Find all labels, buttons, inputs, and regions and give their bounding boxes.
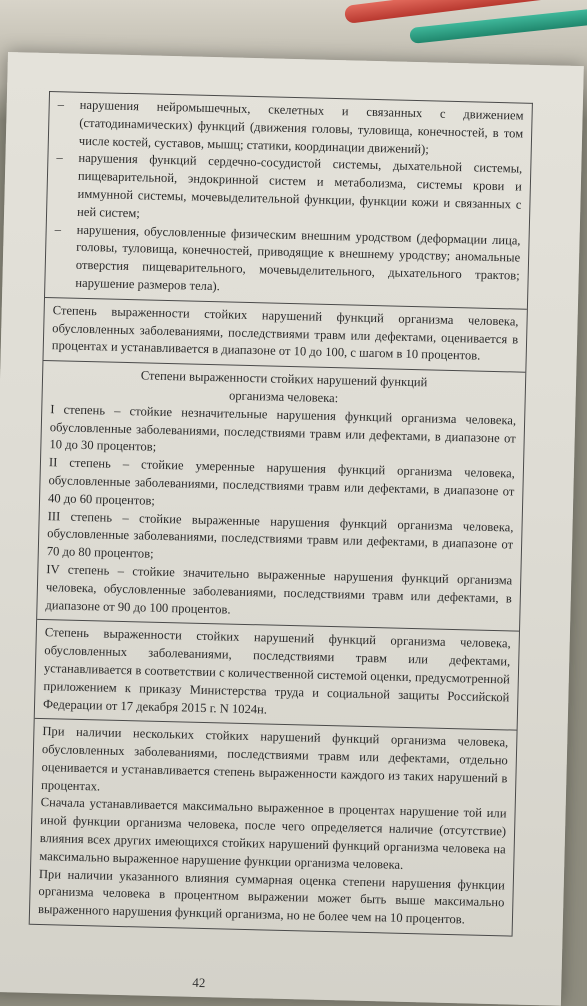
list-item: [56, 150, 523, 232]
degree-1-text: I степень – стойкие незначительные нарушения функций организма человека, обусловленные заболеваниями, последствиями травм или дефектами, в диапазоне от 10 до 30 процентов;: [49, 401, 517, 455]
order-reference-text: Степень выраженности стойких нарушений функций организма человека, обусловленных заболеваниями, последствиями травм или дефектами, устанавливается в соответствии с количественной системой оценки, предусмотренной приложением к приказу Министерства труда и социальной защиты Российской Федерации от 17 декабря 2015 г. N 1024н.: [42, 625, 511, 717]
degrees-heading-line1: Степени выраженности стойких нарушений функций: [140, 368, 428, 390]
multiple-impairments-para-1: При наличии нескольких стойких нарушений функций организма человека, обусловленных заболеваниями, последствиями травм или дефектами, отдельно оценивается и устанавливается степень выраженности каждого из таких нарушений в процентах.: [40, 724, 509, 794]
list-item-text: нарушения функций сердечно-сосудистой системы, дыхательной системы, пищеварительной, эндокринной систем и метаболизма, системы крови и иммунной системы, мочевыделительной функции, функции кожи и связанных с ней систем;: [76, 151, 523, 221]
degrees-cell: [37, 361, 525, 632]
degrees-heading-line2: организма человека:: [228, 388, 339, 406]
list-dash: –: [54, 221, 62, 236]
multiple-impairments-para-3: При наличии указанного влияния суммарная оценка степени нарушения функции организма человека в процентном выражении может быть выше максимально выраженного нарушения функций организма, но не более чем на 10 процентов.: [37, 866, 505, 927]
degree-assessment-text: Степень выраженности стойких нарушений функций организма человека, обусловленных заболеваниями, последствиями травм или дефектами, оценивается в процентах и устанавливается в диапазоне от 10 до 100, с шагом в 10 процентов.: [51, 302, 519, 363]
degree-4-text: IV степень – стойкие значительно выраженные нарушения функций организма человека, обусловленные заболеваниями, последствиями травм или дефектами, в диапазоне от 90 до 100 процентов.: [45, 562, 513, 617]
list-dash: –: [57, 97, 65, 112]
list-dash: –: [56, 150, 63, 165]
list-item-text: нарушения нейромышечных, скелетных и связанных с движением (статодинамических) функций (движения головы, туловища, конечностей, в том числе костей, суставов, мышц; статики, координации движений);: [78, 97, 524, 156]
degree-3-text: III степень – стойкие выраженные нарушения функций организма человека, обусловленные заболеваниями, последствиями травм или дефектами, в диапазоне от 70 до 80 процентов;: [46, 508, 514, 561]
order-reference-cell: [35, 620, 519, 731]
list-item-text: нарушения, обусловленные физическим внешним уродством (деформации лица, головы, туловища, конечностей, приводящие к внешнему уродству; аномальные отверстия пищеварительного, мочевыделительного, дыхательного трактов; нарушение размеров тела).: [75, 222, 521, 294]
multiple-impairments-cell: [30, 719, 517, 936]
page-number: 42: [192, 974, 206, 991]
multiple-impairments-para-2: Сначала устанавливается максимально выраженное в процентах нарушение той или иной функции организма человека, после чего определяется наличие (отсутствие) влияния всех других имеющихся стойких нарушений функций организма человека на максимально выраженное нарушение функции организма человека.: [39, 795, 507, 872]
list-item: [54, 221, 521, 303]
document-page: [0, 52, 584, 1006]
degree-assessment-cell: [43, 298, 526, 373]
document-table: [29, 91, 533, 937]
impairments-list-cell: [45, 92, 532, 309]
degree-2-text: II степень – стойкие умеренные нарушения функций организма человека, обусловленные заболеваниями, последствиями травм или дефектами, в диапазоне от 40 до 60 процентов;: [47, 455, 516, 508]
